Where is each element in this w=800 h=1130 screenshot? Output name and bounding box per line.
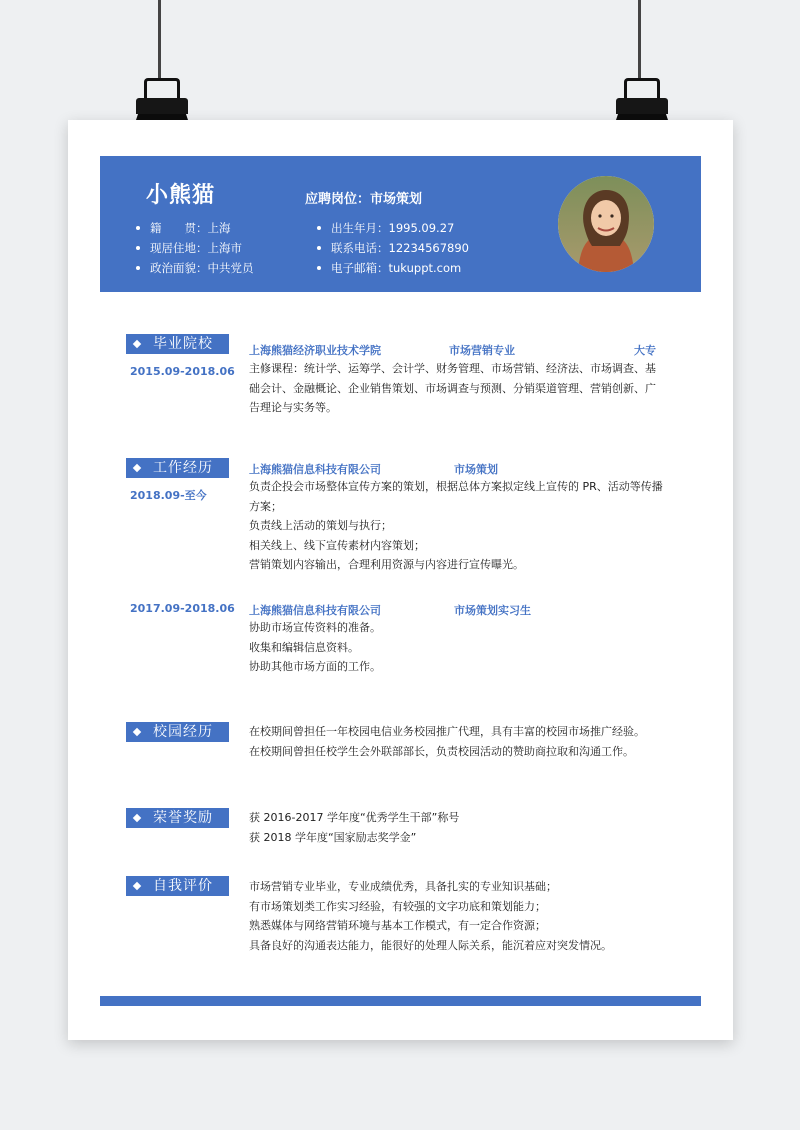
text-line: 方案；: [249, 499, 282, 513]
info-politics: 政治面貌：中共党员: [136, 258, 254, 278]
work-date: 2017.09-2018.06: [130, 602, 235, 615]
section-title-education: 毕业院校: [126, 334, 229, 354]
work-details: [249, 618, 679, 677]
position: 市场策划实习生: [454, 604, 531, 617]
education-date: 2015.09-2018.06: [130, 365, 235, 378]
text-line: 协助市场宣传资料的准备。: [249, 621, 381, 634]
diamond-icon: [133, 340, 141, 348]
work-date: 2018.09-至今: [130, 489, 207, 502]
diamond-icon: [133, 882, 141, 890]
text-line: 负责线上活动的策划与执行；: [249, 519, 392, 532]
text-line: 负责企投会市场整体宣传方案的策划，根据总体方案拟定线上宣传的 PR、活动等传播: [249, 480, 663, 493]
text-line: 有市场策划类工作实习经验，有较强的文字功底和策划能力；: [249, 899, 546, 913]
section-title-campus: 校园经历: [126, 722, 229, 742]
school-name: 上海熊猫经济职业技术学院: [249, 344, 381, 357]
info-birthdate: 出生年月：1995.09.27: [317, 218, 469, 238]
text-line: 获 2016-2017 学年度“优秀学生干部”称号: [249, 811, 460, 824]
self-details: [249, 877, 679, 955]
text-line: 市场营销专业毕业，专业成绩优秀，具备扎实的专业知识基础；: [249, 880, 557, 893]
text-line: 告理论与实务等。: [249, 401, 337, 414]
text-line: 具备良好的沟通表达能力，能很好的处理人际关系，能沉着应对突发情况。: [249, 938, 612, 952]
major: 市场营销专业: [449, 344, 515, 357]
text-line: 础会计、金融概论、企业销售策划、市场调查与预测、分销渠道管理、营销创新、广: [249, 381, 656, 395]
resume-header: [100, 156, 701, 292]
info-email: 电子邮箱：tukuppt.com: [317, 258, 469, 278]
job-target: 应聘岗位：市场策划: [305, 192, 423, 207]
diamond-icon: [133, 728, 141, 736]
text-line: 熟悉媒体与网络营销环境与基本工作模式，有一定合作资源；: [249, 919, 546, 932]
section-title-work: 工作经历: [126, 458, 229, 478]
candidate-name: 小熊猫: [146, 183, 216, 208]
text-line: 获 2018 学年度“国家励志奖学金”: [249, 830, 417, 844]
campus-details: [249, 722, 679, 761]
info-phone: 联系电话：12234567890: [317, 238, 469, 258]
footer-bar: [100, 996, 701, 1006]
text-line: 在校期间曾担任一年校园电信业务校园推广代理，具有丰富的校园市场推广经验。: [249, 725, 645, 738]
position: 市场策划: [454, 463, 498, 476]
text-line: 协助其他市场方面的工作。: [249, 660, 381, 673]
info-residence: 现居住地：上海市: [136, 238, 254, 258]
info-hometown: 籍 贯：上海: [136, 218, 254, 238]
education-details: [249, 359, 679, 418]
company-name: 上海熊猫信息科技有限公司: [249, 604, 381, 617]
degree: 大专: [634, 344, 656, 357]
avatar: [558, 176, 654, 272]
section-title-honors: 荣誉奖励: [126, 808, 229, 828]
section-title-self: 自我评价: [126, 876, 229, 896]
text-line: 主修课程：统计学、运筹学、会计学、财务管理、市场营销、经济法、市场调查、基: [249, 362, 656, 375]
text-line: 收集和编辑信息资料。: [249, 640, 359, 654]
resume-page: [68, 120, 733, 1040]
work-details: [249, 477, 679, 575]
diamond-icon: [133, 464, 141, 472]
diamond-icon: [133, 814, 141, 822]
text-line: 营销策划内容输出，合理利用资源与内容进行宣传曝光。: [249, 558, 524, 571]
personal-info-left: [136, 218, 254, 278]
honors-details: [249, 808, 679, 847]
text-line: 在校期间曾担任校学生会外联部部长，负责校园活动的赞助商拉取和沟通工作。: [249, 744, 634, 758]
text-line: 相关线上、线下宣传素材内容策划；: [249, 538, 425, 552]
company-name: 上海熊猫信息科技有限公司: [249, 463, 381, 476]
personal-info-right: [317, 218, 469, 278]
